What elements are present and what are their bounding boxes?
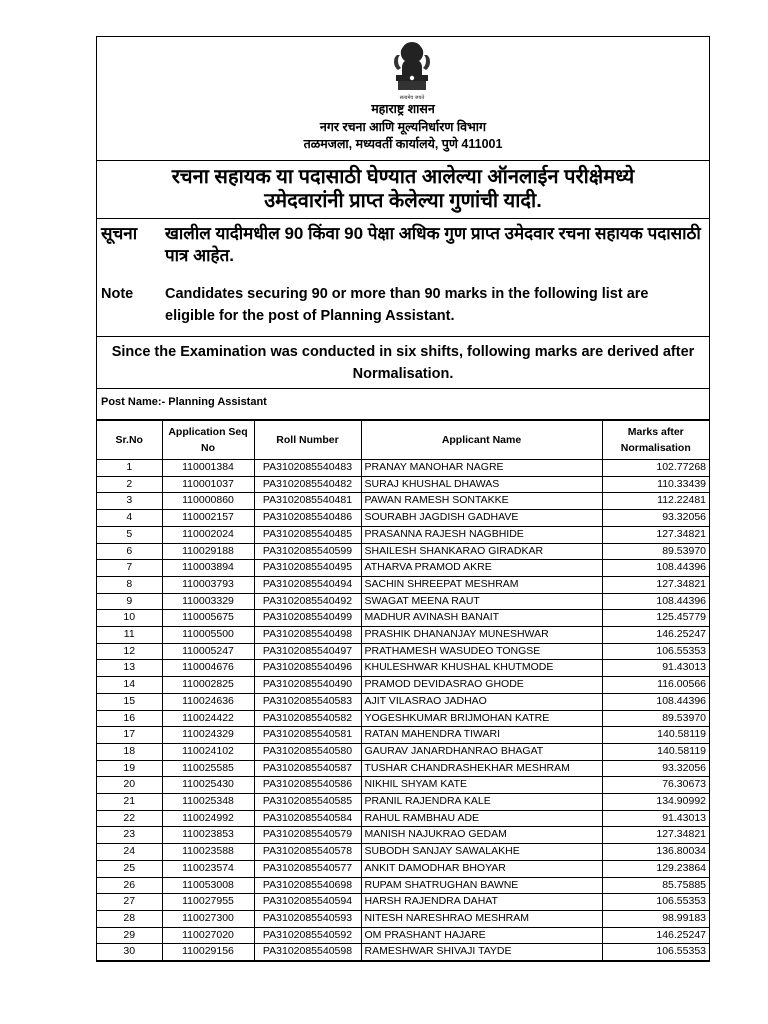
cell-application-seq: 110001037 xyxy=(162,476,254,493)
header-roll-number: Roll Number xyxy=(254,421,361,460)
table-row xyxy=(97,627,709,644)
cell-roll-number: PA3102085540593 xyxy=(254,910,361,927)
cell-application-seq: 110027020 xyxy=(162,927,254,944)
table-row xyxy=(97,827,709,844)
cell-applicant-name: ATHARVA PRAMOD AKRE xyxy=(361,560,602,577)
cell-marks: 116.00566 xyxy=(602,677,709,694)
cell-sr-no: 22 xyxy=(97,810,162,827)
cell-sr-no: 18 xyxy=(97,743,162,760)
cell-application-seq: 110027300 xyxy=(162,910,254,927)
cell-application-seq: 110025348 xyxy=(162,794,254,811)
cell-roll-number: PA3102085540585 xyxy=(254,794,361,811)
cell-sr-no: 3 xyxy=(97,493,162,510)
cell-roll-number: PA3102085540580 xyxy=(254,743,361,760)
cell-sr-no: 2 xyxy=(97,476,162,493)
cell-roll-number: PA3102085540494 xyxy=(254,576,361,593)
cell-sr-no: 29 xyxy=(97,927,162,944)
results-table xyxy=(97,420,709,961)
cell-roll-number: PA3102085540495 xyxy=(254,560,361,577)
cell-application-seq: 110024329 xyxy=(162,727,254,744)
cell-roll-number: PA3102085540486 xyxy=(254,510,361,527)
cell-marks: 76.30673 xyxy=(602,777,709,794)
header-government: महाराष्ट्र शासन xyxy=(371,102,435,116)
cell-applicant-name: SHAILESH SHANKARAO GIRADKAR xyxy=(361,543,602,560)
cell-applicant-name: PRANAY MANOHAR NAGRE xyxy=(361,460,602,477)
cell-applicant-name: KHULESHWAR KHUSHAL KHUTMODE xyxy=(361,660,602,677)
cell-applicant-name: PRATHAMESH WASUDEO TONGSE xyxy=(361,643,602,660)
table-row xyxy=(97,677,709,694)
cell-sr-no: 5 xyxy=(97,526,162,543)
cell-marks: 108.44396 xyxy=(602,693,709,710)
cell-applicant-name: GAURAV JANARDHANRAO BHAGAT xyxy=(361,743,602,760)
cell-applicant-name: ANKIT DAMODHAR BHOYAR xyxy=(361,860,602,877)
cell-sr-no: 27 xyxy=(97,894,162,911)
cell-marks: 93.32056 xyxy=(602,510,709,527)
english-note-label: Note xyxy=(101,286,134,302)
table-row xyxy=(97,910,709,927)
cell-sr-no: 20 xyxy=(97,777,162,794)
cell-applicant-name: HARSH RAJENDRA DAHAT xyxy=(361,894,602,911)
header-sr-no: Sr.No xyxy=(97,421,162,460)
table-row xyxy=(97,810,709,827)
cell-marks: 106.55353 xyxy=(602,944,709,961)
cell-roll-number: PA3102085540492 xyxy=(254,593,361,610)
table-row xyxy=(97,794,709,811)
document-title xyxy=(97,161,709,219)
cell-applicant-name: SURAJ KHUSHAL DHAWAS xyxy=(361,476,602,493)
cell-roll-number: PA3102085540579 xyxy=(254,827,361,844)
cell-roll-number: PA3102085540490 xyxy=(254,677,361,694)
cell-marks: 89.53970 xyxy=(602,710,709,727)
cell-applicant-name: NITESH NARESHRAO MESHRAM xyxy=(361,910,602,927)
header-lines xyxy=(97,101,709,154)
table-row xyxy=(97,944,709,961)
cell-sr-no: 7 xyxy=(97,560,162,577)
cell-marks: 106.55353 xyxy=(602,894,709,911)
cell-roll-number: PA3102085540598 xyxy=(254,944,361,961)
cell-application-seq: 110023853 xyxy=(162,827,254,844)
cell-roll-number: PA3102085540498 xyxy=(254,627,361,644)
english-note-text: Candidates securing 90 or more than 90 marks in the following list are eligible for the post of Planning Assistant. xyxy=(165,286,649,324)
cell-applicant-name: SWAGAT MEENA RAUT xyxy=(361,593,602,610)
normalisation-statement: Since the Examination was conducted in six shifts, following marks are derived after Normalisation. xyxy=(97,337,709,389)
title-line-2: उमेदवारांनी प्राप्त केलेल्या गुणांची यादी. xyxy=(264,190,542,212)
cell-sr-no: 16 xyxy=(97,710,162,727)
cell-sr-no: 23 xyxy=(97,827,162,844)
cell-marks: 89.53970 xyxy=(602,543,709,560)
table-row xyxy=(97,610,709,627)
cell-application-seq: 110002024 xyxy=(162,526,254,543)
cell-application-seq: 110025585 xyxy=(162,760,254,777)
cell-applicant-name: SOURABH JAGDISH GADHAVE xyxy=(361,510,602,527)
cell-application-seq: 110001384 xyxy=(162,460,254,477)
cell-roll-number: PA3102085540578 xyxy=(254,844,361,861)
cell-applicant-name: MADHUR AVINASH BANAIT xyxy=(361,610,602,627)
cell-roll-number: PA3102085540581 xyxy=(254,727,361,744)
cell-application-seq: 110053008 xyxy=(162,877,254,894)
cell-application-seq: 110024422 xyxy=(162,710,254,727)
table-row xyxy=(97,460,709,477)
cell-marks: 85.75885 xyxy=(602,877,709,894)
cell-application-seq: 110003329 xyxy=(162,593,254,610)
table-row xyxy=(97,894,709,911)
cell-marks: 108.44396 xyxy=(602,593,709,610)
cell-applicant-name: PAWAN RAMESH SONTAKKE xyxy=(361,493,602,510)
table-row xyxy=(97,710,709,727)
cell-roll-number: PA3102085540594 xyxy=(254,894,361,911)
cell-sr-no: 15 xyxy=(97,693,162,710)
marathi-notice-text: खालील यादीमधील 90 किंवा 90 पेक्षा अधिक गुण प्राप्त उमेदवार रचना सहायक पदासाठी पात्र आहेत. xyxy=(165,224,701,265)
table-row xyxy=(97,777,709,794)
cell-applicant-name: NIKHIL SHYAM KATE xyxy=(361,777,602,794)
cell-roll-number: PA3102085540497 xyxy=(254,643,361,660)
cell-marks: 110.33439 xyxy=(602,476,709,493)
cell-applicant-name: RUPAM SHATRUGHAN BAWNE xyxy=(361,877,602,894)
cell-roll-number: PA3102085540583 xyxy=(254,693,361,710)
emblem-motto: सत्यमेव जयते xyxy=(399,95,425,101)
cell-marks: 134.90992 xyxy=(602,794,709,811)
table-row xyxy=(97,693,709,710)
table-row xyxy=(97,860,709,877)
header-department: नगर रचना आणि मूल्यनिर्धारण विभाग xyxy=(319,119,487,134)
document-header xyxy=(97,37,709,161)
cell-sr-no: 1 xyxy=(97,460,162,477)
cell-sr-no: 19 xyxy=(97,760,162,777)
cell-sr-no: 11 xyxy=(97,627,162,644)
table-header-row xyxy=(97,421,709,460)
cell-sr-no: 8 xyxy=(97,576,162,593)
cell-roll-number: PA3102085540481 xyxy=(254,493,361,510)
table-row xyxy=(97,593,709,610)
cell-applicant-name: RAHUL RAMBHAU ADE xyxy=(361,810,602,827)
table-row xyxy=(97,743,709,760)
table-row xyxy=(97,877,709,894)
cell-marks: 106.55353 xyxy=(602,643,709,660)
cell-applicant-name: SUBODH SANJAY SAWALAKHE xyxy=(361,844,602,861)
cell-marks: 129.23864 xyxy=(602,860,709,877)
header-address: तळमजला, मध्यवर्ती कार्यालये, पुणे 411001 xyxy=(303,137,503,151)
table-row xyxy=(97,643,709,660)
cell-applicant-name: TUSHAR CHANDRASHEKHAR MESHRAM xyxy=(361,760,602,777)
cell-sr-no: 25 xyxy=(97,860,162,877)
cell-marks: 102.77268 xyxy=(602,460,709,477)
cell-roll-number: PA3102085540577 xyxy=(254,860,361,877)
cell-sr-no: 17 xyxy=(97,727,162,744)
cell-marks: 127.34821 xyxy=(602,526,709,543)
cell-roll-number: PA3102085540496 xyxy=(254,660,361,677)
cell-sr-no: 4 xyxy=(97,510,162,527)
cell-marks: 136.80034 xyxy=(602,844,709,861)
cell-applicant-name: OM PRASHANT HAJARE xyxy=(361,927,602,944)
cell-marks: 146.25247 xyxy=(602,927,709,944)
cell-roll-number: PA3102085540592 xyxy=(254,927,361,944)
cell-sr-no: 10 xyxy=(97,610,162,627)
header-application-seq: Application Seq No xyxy=(162,421,254,460)
cell-sr-no: 9 xyxy=(97,593,162,610)
cell-marks: 127.34821 xyxy=(602,576,709,593)
cell-applicant-name: PRASHIK DHANANJAY MUNESHWAR xyxy=(361,627,602,644)
cell-sr-no: 30 xyxy=(97,944,162,961)
cell-sr-no: 26 xyxy=(97,877,162,894)
cell-application-seq: 110024992 xyxy=(162,810,254,827)
cell-sr-no: 21 xyxy=(97,794,162,811)
cell-application-seq: 110003793 xyxy=(162,576,254,593)
table-row xyxy=(97,493,709,510)
cell-applicant-name: SACHIN SHREEPAT MESHRAM xyxy=(361,576,602,593)
title-line-1: रचना सहायक या पदासाठी घेण्यात आलेल्या ऑनलाईन परीक्षेमध्ये xyxy=(171,166,635,188)
cell-applicant-name: PRAMOD DEVIDASRAO GHODE xyxy=(361,677,602,694)
cell-marks: 112.22481 xyxy=(602,493,709,510)
cell-roll-number: PA3102085540582 xyxy=(254,710,361,727)
cell-application-seq: 110002157 xyxy=(162,510,254,527)
cell-application-seq: 110029188 xyxy=(162,543,254,560)
cell-application-seq: 110005247 xyxy=(162,643,254,660)
marks-list-document xyxy=(96,36,710,962)
table-row xyxy=(97,927,709,944)
marathi-notice-label: सूचना xyxy=(101,224,138,243)
cell-application-seq: 110023574 xyxy=(162,860,254,877)
cell-application-seq: 110000860 xyxy=(162,493,254,510)
cell-marks: 91.43013 xyxy=(602,810,709,827)
cell-roll-number: PA3102085540485 xyxy=(254,526,361,543)
cell-roll-number: PA3102085540698 xyxy=(254,877,361,894)
cell-application-seq: 110025430 xyxy=(162,777,254,794)
cell-marks: 140.58119 xyxy=(602,743,709,760)
cell-sr-no: 6 xyxy=(97,543,162,560)
table-row xyxy=(97,576,709,593)
cell-roll-number: PA3102085540599 xyxy=(254,543,361,560)
cell-sr-no: 12 xyxy=(97,643,162,660)
cell-roll-number: PA3102085540587 xyxy=(254,760,361,777)
cell-applicant-name: PRANIL RAJENDRA KALE xyxy=(361,794,602,811)
cell-marks: 108.44396 xyxy=(602,560,709,577)
cell-application-seq: 110023588 xyxy=(162,844,254,861)
cell-applicant-name: PRASANNA RAJESH NAGBHIDE xyxy=(361,526,602,543)
cell-application-seq: 110003894 xyxy=(162,560,254,577)
table-row xyxy=(97,510,709,527)
cell-marks: 91.43013 xyxy=(602,660,709,677)
cell-applicant-name: MANISH NAJUKRAO GEDAM xyxy=(361,827,602,844)
cell-application-seq: 110027955 xyxy=(162,894,254,911)
cell-applicant-name: RATAN MAHENDRA TIWARI xyxy=(361,727,602,744)
cell-sr-no: 13 xyxy=(97,660,162,677)
cell-application-seq: 110029156 xyxy=(162,944,254,961)
cell-marks: 140.58119 xyxy=(602,727,709,744)
cell-application-seq: 110005675 xyxy=(162,610,254,627)
table-body xyxy=(97,460,709,961)
post-name: Post Name:- Planning Assistant xyxy=(97,389,709,420)
cell-roll-number: PA3102085540482 xyxy=(254,476,361,493)
cell-application-seq: 110024102 xyxy=(162,743,254,760)
cell-applicant-name: AJIT VILASRAO JADHAO xyxy=(361,693,602,710)
cell-application-seq: 110002825 xyxy=(162,677,254,694)
cell-sr-no: 14 xyxy=(97,677,162,694)
cell-marks: 127.34821 xyxy=(602,827,709,844)
notice-section xyxy=(97,219,709,337)
cell-marks: 125.45779 xyxy=(602,610,709,627)
cell-marks: 93.32056 xyxy=(602,760,709,777)
table-row xyxy=(97,560,709,577)
header-marks: Marks after Normalisation xyxy=(602,421,709,460)
table-row xyxy=(97,727,709,744)
table-row xyxy=(97,543,709,560)
cell-sr-no: 28 xyxy=(97,910,162,927)
cell-application-seq: 110004676 xyxy=(162,660,254,677)
cell-marks: 98.99183 xyxy=(602,910,709,927)
cell-application-seq: 110005500 xyxy=(162,627,254,644)
table-row xyxy=(97,526,709,543)
cell-roll-number: PA3102085540499 xyxy=(254,610,361,627)
header-applicant-name: Applicant Name xyxy=(361,421,602,460)
cell-applicant-name: RAMESHWAR SHIVAJI TAYDE xyxy=(361,944,602,961)
table-row xyxy=(97,476,709,493)
cell-roll-number: PA3102085540483 xyxy=(254,460,361,477)
cell-roll-number: PA3102085540584 xyxy=(254,810,361,827)
table-row xyxy=(97,760,709,777)
table-row xyxy=(97,660,709,677)
cell-roll-number: PA3102085540586 xyxy=(254,777,361,794)
cell-applicant-name: YOGESHKUMAR BRIJMOHAN KATRE xyxy=(361,710,602,727)
cell-application-seq: 110024636 xyxy=(162,693,254,710)
table-row xyxy=(97,844,709,861)
cell-sr-no: 24 xyxy=(97,844,162,861)
cell-marks: 146.25247 xyxy=(602,627,709,644)
